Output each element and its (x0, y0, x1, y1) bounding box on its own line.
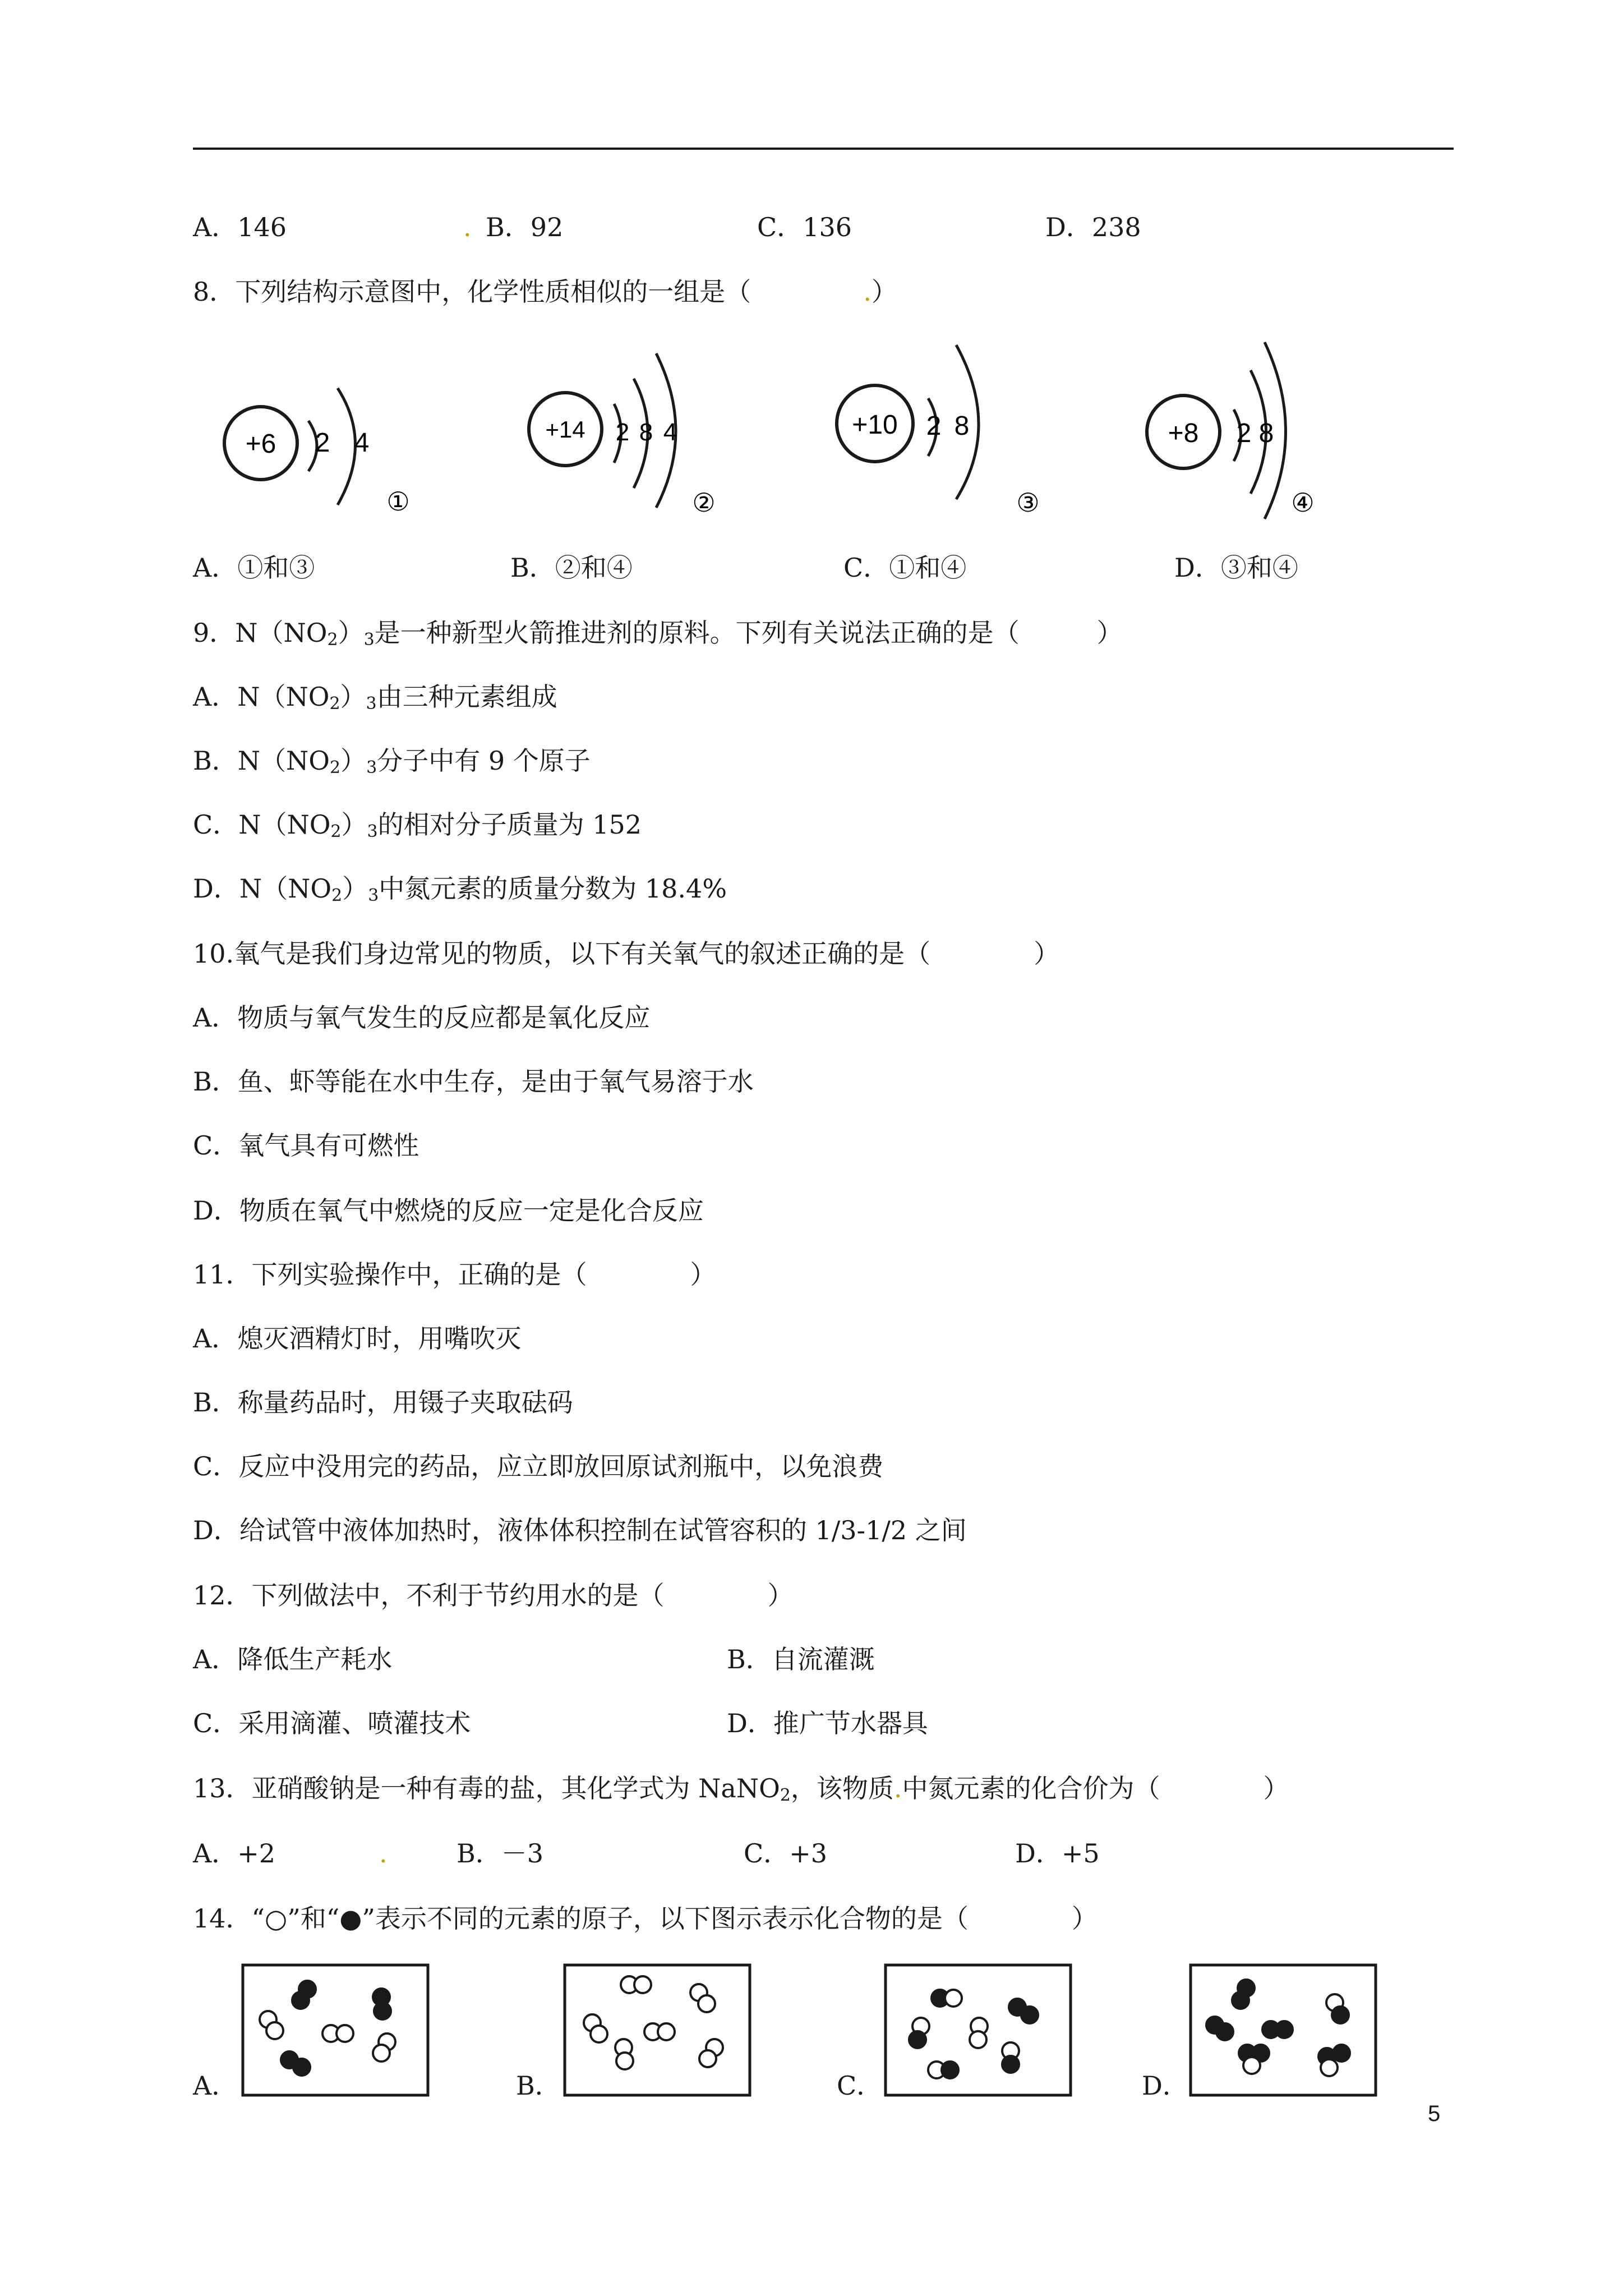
black-atom (1002, 2056, 1019, 2073)
q9-stem: 9．$N(NO_2)_3$是一种新型火箭推进剂的原料。下列有关说法正确的是（ ） (193, 618, 1123, 650)
white-atom (266, 2022, 283, 2039)
white-atom (1243, 2057, 1260, 2074)
q10-option-b: B．鱼、虾等能在水中生存，是由于氧气易溶于水 (193, 1066, 754, 1097)
header-rule (193, 148, 1454, 150)
molecule-box-a (241, 1963, 432, 2098)
q7-option-c: C．136 (757, 212, 852, 242)
q9-option-c: C．$N(NO_2)_3$的相对分子质量为 152 (193, 809, 642, 841)
q13-dot: . (379, 1838, 388, 1869)
q13-option-d: D．+5 (1015, 1838, 1100, 1869)
q14-label-c: C． (837, 2070, 883, 2101)
page-number: 5 (1428, 2101, 1441, 2126)
black-atom (1332, 2007, 1349, 2023)
shell-arc-1b (338, 388, 356, 505)
atom-diagram-2 (522, 331, 735, 527)
white-atom (336, 2025, 353, 2042)
white-atom (699, 2050, 716, 2067)
white-atom (970, 2031, 986, 2048)
q11-option-a: A．熄灭酒精灯时，用嘴吹灭 (193, 1323, 522, 1354)
shell-count-2a: 2 (615, 418, 630, 446)
nucleus-charge-1: +6 (245, 429, 276, 459)
q12-option-b: B．自流灌溉 (727, 1644, 875, 1674)
nucleus-charge-4: +8 (1168, 418, 1199, 448)
nucleus-charge-3: +10 (852, 410, 898, 440)
white-atom (1321, 2059, 1338, 2076)
q8-option-d: D．③和④ (1174, 553, 1298, 583)
q10-stem: 10.氧气是我们身边常见的物质，以下有关氧气的叙述正确的是（ ） (193, 938, 1060, 969)
q14-label-a: A． (193, 2070, 238, 2101)
shell-count-3a: 2 (926, 411, 942, 441)
q13-option-c: C．+3 (744, 1838, 828, 1869)
q11-option-b: B．称量药品时，用镊子夹取砝码 (193, 1387, 573, 1418)
white-atom (591, 2026, 607, 2042)
shell-count-1a: 2 (315, 428, 330, 458)
black-atom (1232, 1992, 1249, 2009)
q10-option-c: C．氧气具有可燃性 (193, 1130, 419, 1161)
q12-option-c: C．采用滴灌、喷灌技术 (193, 1708, 471, 1738)
black-atom (293, 2059, 310, 2076)
white-atom (634, 1976, 651, 1993)
black-atom (292, 1992, 309, 2009)
q14-stem: 14．“○”和“●”表示不同的元素的原子，以下图示表示化合物的是（ ） (193, 1903, 1098, 1934)
black-atom (942, 2062, 958, 2078)
q11-option-d: D．给试管中液体加热时，液体体积控制在试管容积的 1/3-1/2 之间 (193, 1515, 967, 1545)
q7-option-a: A．146 (193, 212, 287, 242)
q12-stem: 12．下列做法中，不利于节约用水的是（ ） (193, 1580, 794, 1611)
atom-diagram-1 (213, 337, 426, 527)
molecule-box-d (1189, 1963, 1380, 2098)
atom-diagram-3 (827, 328, 1063, 527)
q7-option-d: D．238 (1045, 212, 1141, 242)
q11-option-c: C．反应中没用完的药品，应立即放回原试剂瓶中，以免浪费 (193, 1451, 884, 1481)
q14-label-d: D． (1142, 2070, 1188, 2101)
shell-count-3b: 8 (954, 411, 970, 441)
q9-option-a: A．$N(NO_2)_3$由三种元素组成 (193, 682, 557, 714)
q10-option-a: A．物质与氧气发生的反应都是氧化反应 (193, 1002, 651, 1033)
black-atom (374, 2003, 391, 2019)
q7-option-b: B．92 (486, 212, 564, 242)
q10-option-d: D．物质在氧气中燃烧的反应一定是化合反应 (193, 1195, 704, 1226)
q12-option-d: D．推广节水器具 (727, 1708, 928, 1738)
diagram-label-3: ③ (1016, 487, 1040, 518)
q7-dot: . (463, 212, 472, 242)
diagram-label-4: ④ (1291, 487, 1315, 518)
q8-option-b: B．②和④ (510, 553, 633, 583)
shell-count-4a: 2 (1236, 418, 1252, 448)
q13-option-a: A．+2 (193, 1838, 276, 1869)
white-atom (945, 1990, 962, 2007)
white-atom (616, 2053, 633, 2069)
white-atom (373, 2045, 390, 2062)
black-atom (1333, 2045, 1350, 2062)
q11-stem: 11．下列实验操作中，正确的是（ ） (193, 1259, 716, 1290)
q9-option-b: B．$N(NO_2)_3$分子中有 9 个原子 (193, 746, 591, 777)
q12-option-a: A．降低生产耗水 (193, 1644, 393, 1674)
atom-diagram-4 (1144, 331, 1368, 527)
shell-count-4b: 8 (1258, 418, 1274, 448)
q8-stem: 8．下列结构示意图中，化学性质相似的一组是（ .） (193, 277, 897, 307)
white-atom (698, 1995, 715, 2012)
black-atom (1276, 2021, 1293, 2038)
q13-option-b: B．－3 (457, 1838, 544, 1869)
black-atom (909, 2031, 926, 2048)
diagram-label-2: ② (692, 487, 716, 518)
shell-count-1b: 4 (354, 428, 370, 458)
shell-count-2c: 4 (663, 418, 677, 446)
black-atom (1021, 2007, 1038, 2023)
shell-count-2b: 8 (639, 418, 653, 446)
molecule-box-b (563, 1963, 754, 2098)
q8-option-c: C．①和④ (843, 553, 967, 583)
white-atom (658, 2023, 675, 2040)
molecule-box-c (884, 1963, 1075, 2098)
q9-option-d: D．$N(NO_2)_3$中氮元素的质量分数为 18.4% (193, 873, 727, 905)
diagram-label-1: ① (386, 486, 410, 517)
nucleus-charge-2: +14 (545, 416, 585, 443)
q14-label-b: B． (516, 2070, 561, 2101)
q8-option-a: A．①和③ (193, 553, 315, 583)
black-atom (1216, 2023, 1233, 2040)
q13-stem: 13．亚硝酸钠是一种有毒的盐，其化学式为 NaNO$_2$，该物质.中氮元素的化合价为（ ） (193, 1773, 1289, 1805)
